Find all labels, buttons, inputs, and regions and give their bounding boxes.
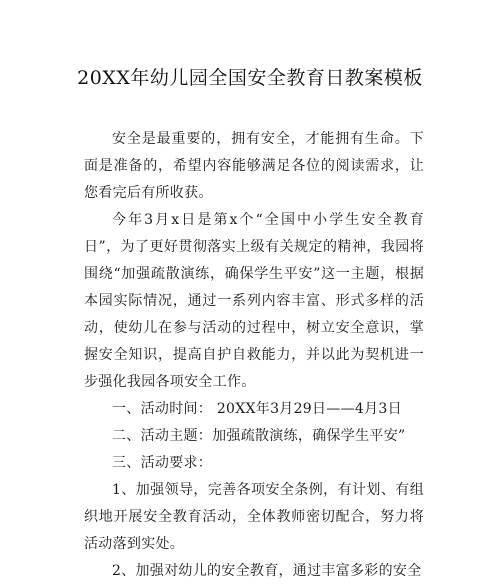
- paragraph-intro: 安全是最重要的，拥有安全，才能拥有生命。下面是准备的，希望内容能够满足各位的阅读需求，让您看完后有所收获。: [84, 131, 424, 201]
- activity-requirements-heading: 三、活动要求：: [112, 455, 213, 471]
- document-title: 20XX年幼儿园全国安全教育日教案模板: [77, 67, 423, 89]
- paragraph-background: 今年3月x日是第x个“全国中小学生安全教育日”，为了更好贯彻落实上级有关规定的精神，我园将围绕“加强疏散演练，确保学生平安”这一主题，根据本园实际情况，通过一系列内容丰富、形式多样的活动，使幼儿在参与活动的过程中，树立安全意识，掌握安全知识，提高自护自救能力，并以此为契机进一步强化我园各项安全工作。: [84, 212, 424, 390]
- activity-time: 一、活动时间： 20XX年3月29日——4月3日: [112, 401, 402, 417]
- document-body: [84, 126, 424, 585]
- requirement-item-1: 1、加强领导，完善各项安全条例，有计划、有组织地开展安全教育活动，全体教师密切配合，努力将活动落到实处。: [84, 482, 424, 552]
- activity-theme: 二、活动主题：加强疏散演练，确保学生平安”: [112, 428, 406, 444]
- requirement-item-2: 2、加强对幼儿的安全教育，通过丰富多彩的安全: [112, 563, 422, 579]
